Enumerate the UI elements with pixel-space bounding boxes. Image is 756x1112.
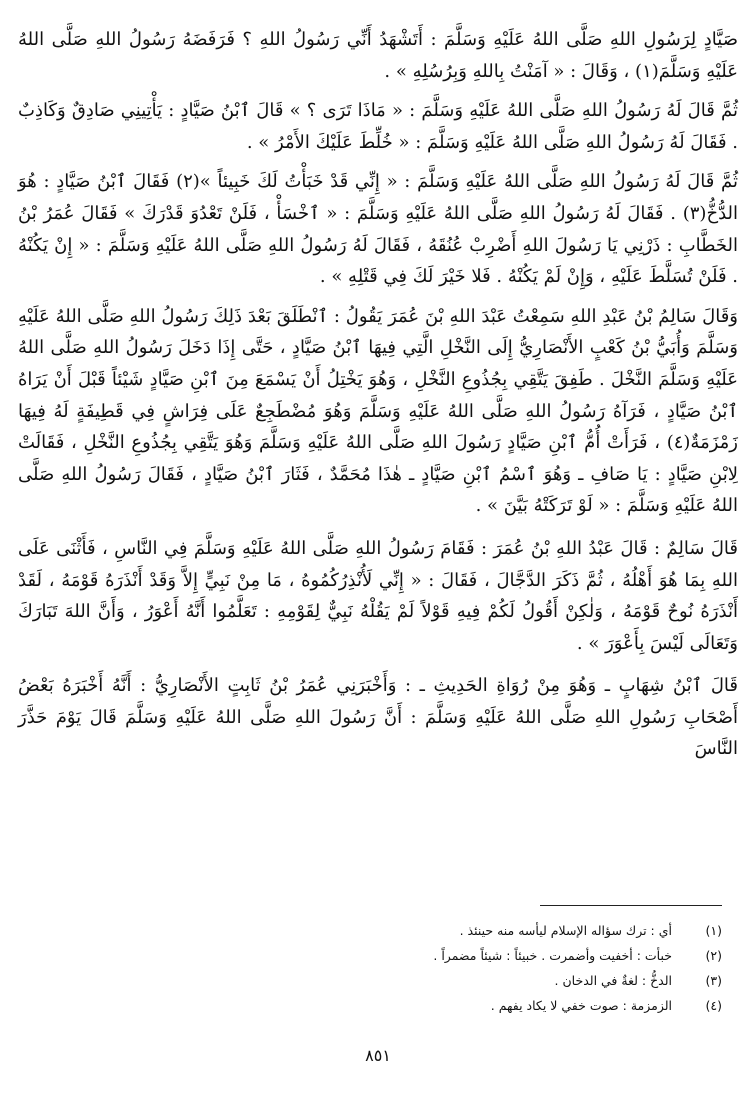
paragraph-4: وَقَالَ سَالِمُ بْنُ عَبْدِ اللهِ سَمِعْتُ عَبْدَ اللهِ بْنَ عُمَرَ يَقُولُ : ٱنْطَلَقَ بَعْدَ ذَلِكَ رَسُولُ اللهِ صَلَّى اللهُ عَلَيْهِ وَسَلَّمَ وَأُبَيُّ بْنُ كَعْبٍ الأَنْصَارِيُّ إِلَى النَّخْلِ الَّتِي فِيهَا ٱبْنُ صَيَّادٍ ، حَتَّى إِذَا دَخَلَ رَسُولُ اللهِ صَلَّى اللهُ عَلَيْهِ وَسَلَّمَ النَّخْلَ . طَفِقَ يَتَّقِي بِجُذُوعِ النَّخْلِ ، وَهُوَ يَخْتِلُ أَنْ يَسْمَعَ مِنَ ٱبْنِ صَيَّادٍ شَيْئاً قَبْلَ أَنْ يَرَاهُ ٱبْنُ صَيَّادٍ ، فَرَآهُ رَسُولُ اللهِ صَلَّى اللهُ عَلَيْهِ وَسَلَّمَ وَهُوَ مُضْطَجِعٌ عَلَى فِرَاشٍ فِي قَطِيفَةٍ لَهُ فِيهَا زَمْزَمَةٌ(٤) ، فَرَأَتْ أُمُّ ٱبْنِ صَيَّادٍ رَسُولَ اللهِ صَلَّى اللهُ عَلَيْهِ وَسَلَّمَ وَهُوَ يَتَّقِي بِجُذُوعِ النَّخْلِ ، فَقَالَتْ لِابْنِ صَيَّادٍ : يَا صَافِ ـ وَهُوَ ٱسْمُ ٱبْنِ صَيَّادٍ ـ هٰذَا مُحَمَّدٌ ، فَثَارَ ٱبْنُ صَيَّادٍ ، فَقَالَ رَسُولُ اللهِ صَلَّى اللهُ عَلَيْهِ وَسَلَّمَ : « لَوْ تَرَكَتْهُ بَيَّنَ » . xyxy=(18,305,738,517)
paragraph-1: صَيَّادٍ لِرَسُولِ اللهِ صَلَّى اللهُ عَلَيْهِ وَسَلَّمَ : أَتَشْهَدُ أَنِّي رَسُولُ اللهِ ؟ فَرَفَضَهُ رَسُولُ اللهِ صَلَّى اللهُ عَلَيْهِ وَسَلَّمَ(١) ، وَقَالَ : « آمَنْتُ بِاللهِ وَبِرُسُلِهِ » . xyxy=(18,29,738,82)
main-text xyxy=(18,24,738,765)
paragraph-3: ثُمَّ قَالَ لَهُ رَسُولُ اللهِ صَلَّى اللهُ عَلَيْهِ وَسَلَّمَ : « إِنِّي قَدْ خَبَأْتُ لَكَ خَبِيئاً »(٢) فَقَالَ ٱبْنُ صَيَّادٍ : هُوَ الدُّخُّ(٣) . فَقَالَ لَهُ رَسُولُ اللهِ صَلَّى اللهُ عَلَيْهِ وَسَلَّمَ : « ٱخْسَأْ ، فَلَنْ تَعْدُوَ قَدْرَكَ » فَقَالَ عُمَرُ بْنُ الخَطَّابِ : ذَرْنِي يَا رَسُولَ اللهِ أَضْرِبْ عُنُقَهُ ، فَقَالَ لَهُ رَسُولُ اللهِ صَلَّى اللهُ عَلَيْهِ وَسَلَّمَ : « إِنْ يَكُنْهُ . فَلَنْ تُسَلَّطَ عَلَيْهِ ، وَإِنْ لَمْ يَكُنْهُ . فَلا خَيْرَ لَكَ فِي قَتْلِهِ » . xyxy=(18,171,738,288)
footnote-text: أي : ترك سؤاله الإسلام ليأسه منه حينئذ . xyxy=(459,923,672,938)
paragraph-5: قَالَ سَالِمٌ : قَالَ عَبْدُ اللهِ بْنُ عُمَرَ : فَقَامَ رَسُولُ اللهِ صَلَّى اللهُ عَلَيْهِ وَسَلَّمَ فِي النَّاسِ ، فَأَثْنَى عَلَى اللهِ بِمَا هُوَ أَهْلُهُ ، ثُمَّ ذَكَرَ الدَّجَّالَ ، فَقَالَ : « إِنِّي لَأُنْذِرُكُمُوهُ ، مَا مِنْ نَبِيٍّ إِلاَّ وَقَدْ أَنْذَرَهُ قَوْمَهُ ، لَقَدْ أَنْذَرَهُ نُوحٌ قَوْمَهُ ، وَلٰكِنْ أَقُولُ لَكُمْ فِيهِ قَوْلاً لَمْ يَقُلْهُ نَبِيٌّ لِقَوْمِهِ : تَعَلَّمُوا أَنَّهُ أَعْوَرُ ، وَأَنَّ اللهَ تَبَارَكَ وَتَعَالَى لَيْسَ بِأَعْوَرَ » . xyxy=(18,537,738,654)
footnote-divider xyxy=(540,905,722,906)
footnote-text: الدخُّ : لغةٌ في الدخان . xyxy=(554,973,672,988)
footnote-number: (٤) xyxy=(705,998,722,1013)
paragraph-2: ثُمَّ قَالَ لَهُ رَسُولُ اللهِ صَلَّى اللهُ عَلَيْهِ وَسَلَّمَ : « مَاذَا تَرَى ؟ » قَالَ ٱبْنُ صَيَّادٍ : يَأْتِينِي صَادِقٌ وَكَاذِبٌ . فَقَالَ لَهُ رَسُولُ اللهِ صَلَّى اللهُ عَلَيْهِ وَسَلَّمَ : « خُلِّطَ عَلَيْكَ الأَمْرُ » . xyxy=(18,100,738,153)
footnote-number: (١) xyxy=(705,923,722,938)
footnote-text: الزمزمة : صوت خفي لا يكاد يفهم . xyxy=(490,998,672,1013)
paragraph-6: قَالَ ٱبْنُ شِهَابٍ ـ وَهُوَ مِنْ رُوَاةِ الحَدِيثِ ـ : وَأَخْبَرَنِي عُمَرُ بْنُ ثَابِتٍ الأَنْصَارِيُّ : أَنَّهُ أَخْبَرَهُ بَعْضُ أَصْحَابِ رَسُولِ اللهِ صَلَّى اللهُ عَلَيْهِ وَسَلَّمَ : أَنَّ رَسُولَ اللهِ صَلَّى اللهُ عَلَيْهِ وَسَلَّمَ قَالَ يَوْمَ حَذَّرَ النَّاسَ xyxy=(18,675,738,760)
footnotes xyxy=(120,918,722,1018)
footnote-number: (٣) xyxy=(705,973,722,988)
footnote-text: خبأت : أخفيت وأضمرت . خبيئاً : شيئاً مضمراً . xyxy=(433,948,672,963)
footnote-3 xyxy=(120,968,722,993)
page-number: ٨٥١ xyxy=(365,1046,391,1065)
footnote-number: (٢) xyxy=(705,948,722,963)
footnote-1 xyxy=(120,918,722,943)
footnote-2 xyxy=(120,943,722,968)
footnote-4 xyxy=(120,993,722,1018)
